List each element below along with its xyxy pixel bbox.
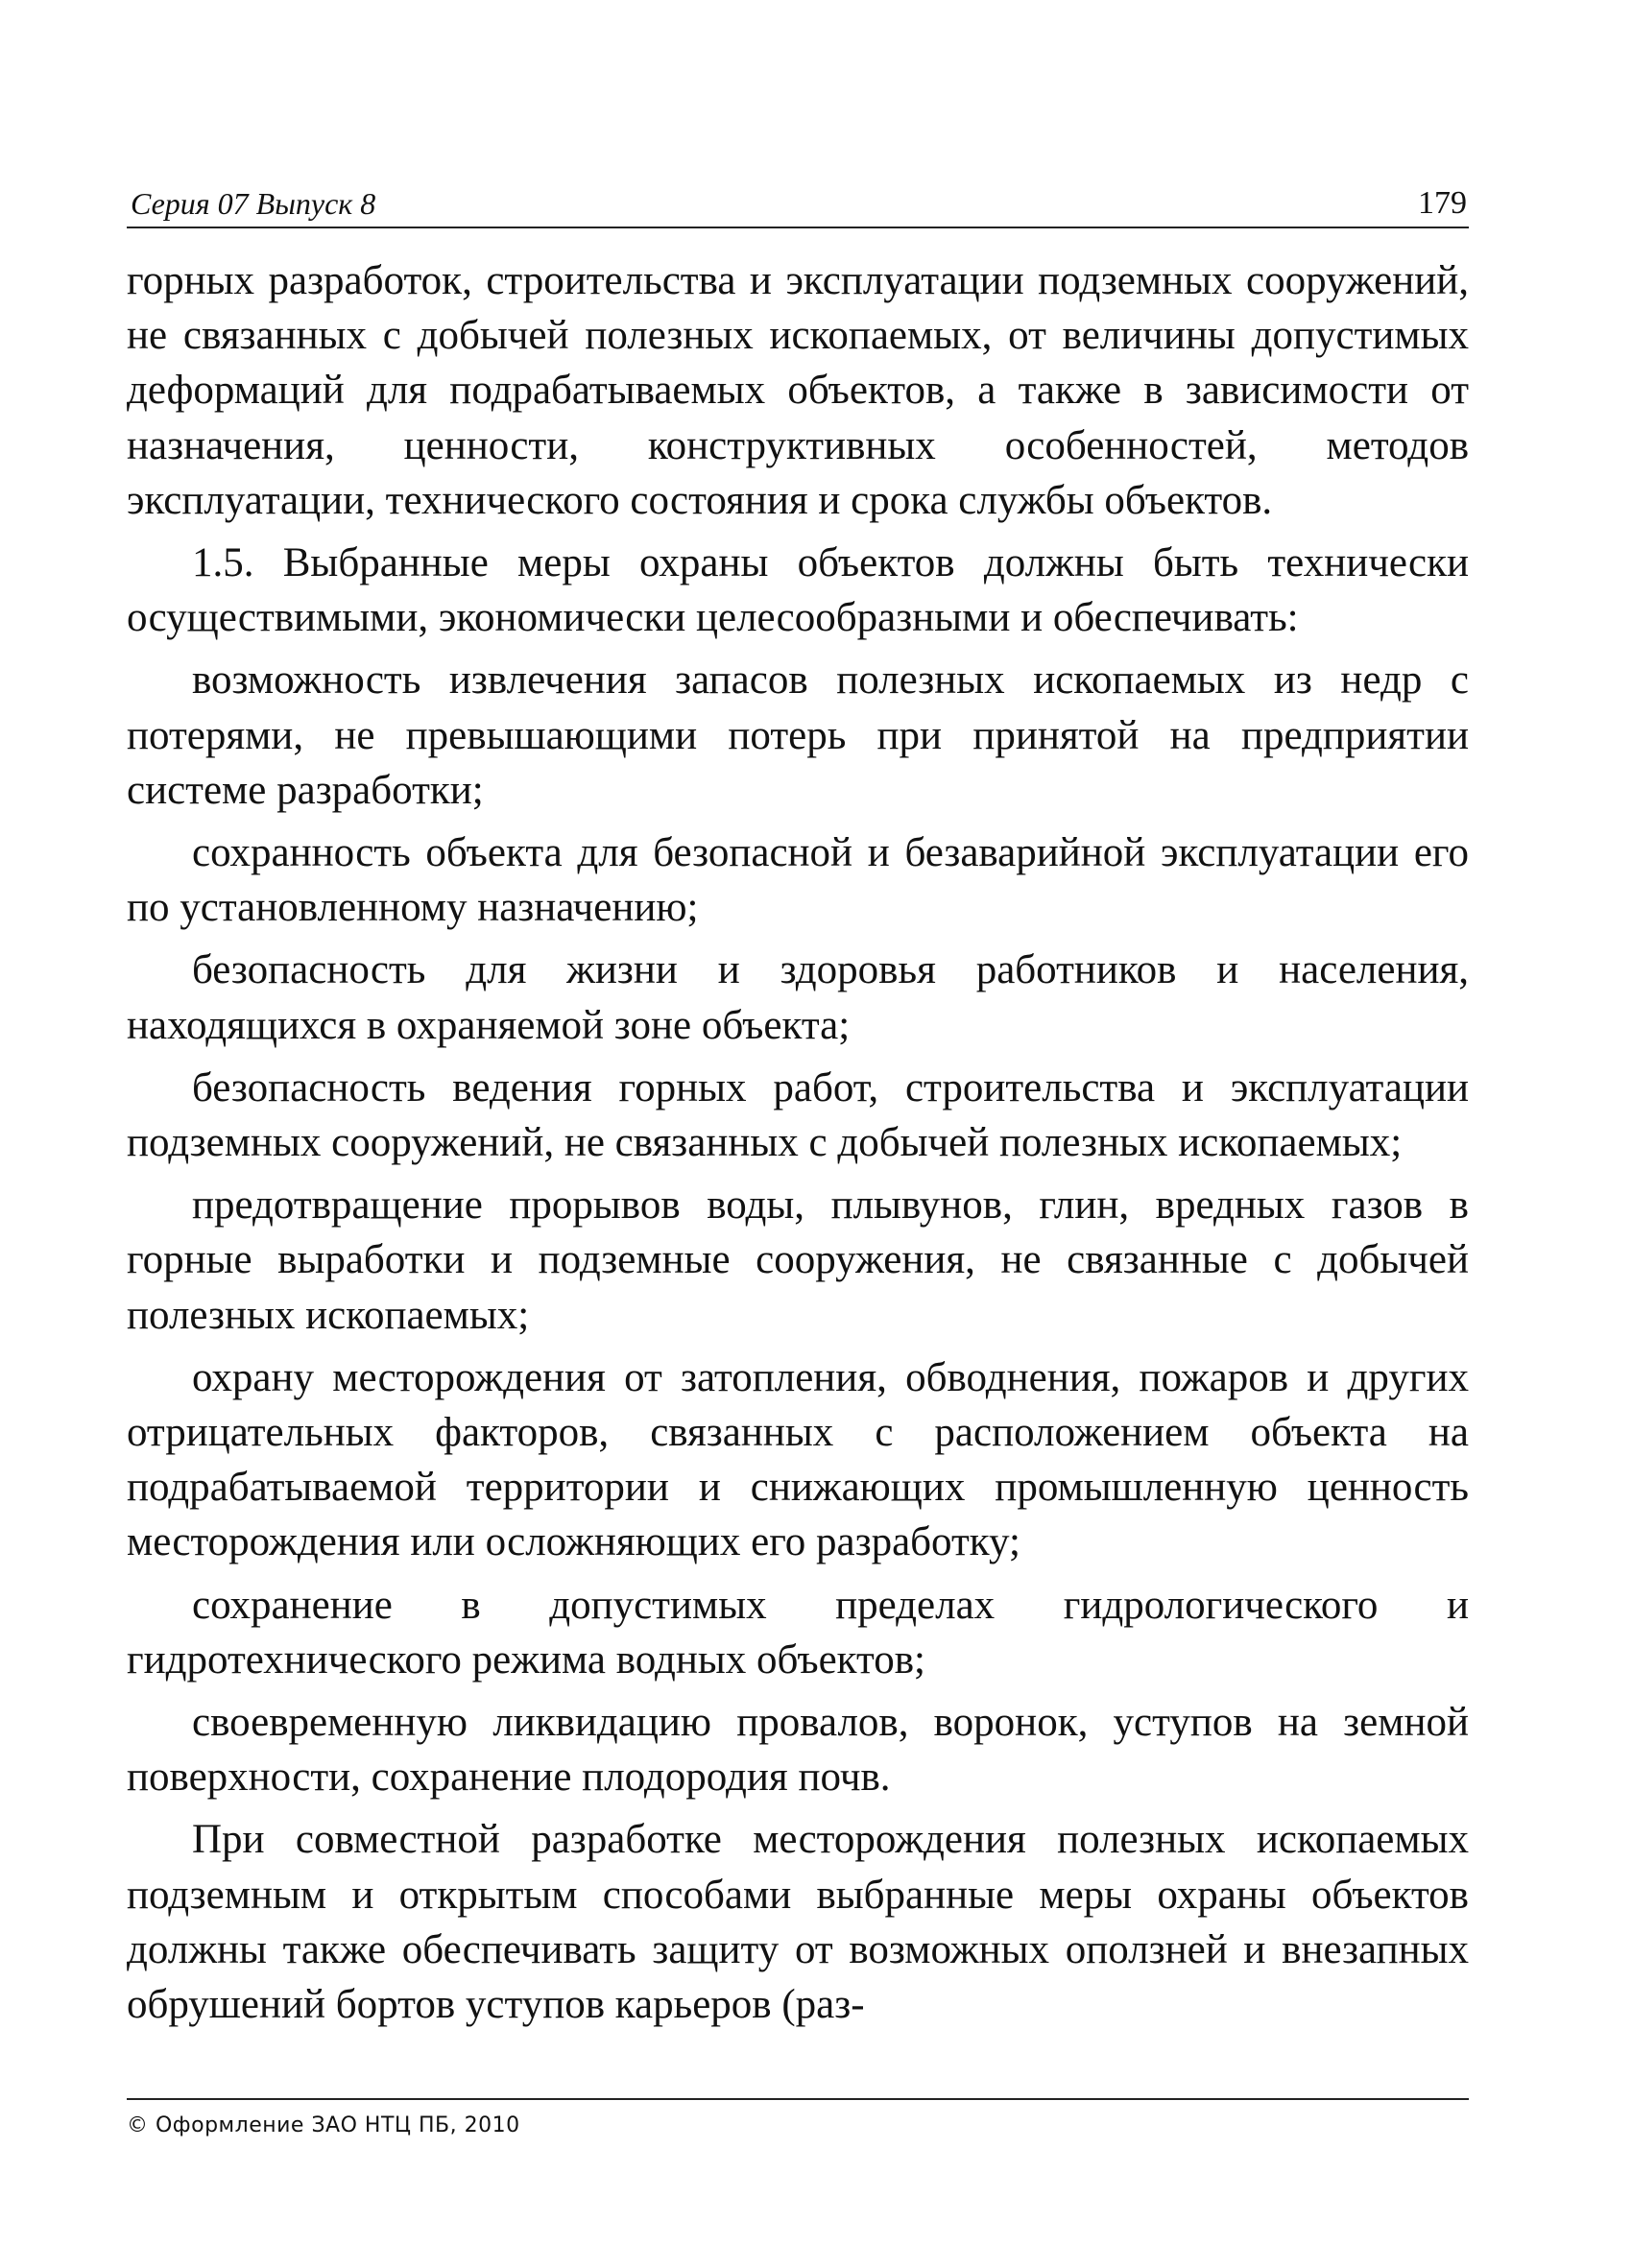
paragraph: горных разработок, строительства и эксплуатации подземных сооружений, не связанных с добычей полезных ископаемых, от величины допустимых деформаций для подрабатываемых объектов, а также в зависимости от назначения, ценности, конструктивных особенностей, методов эксплуатации, технического состояния и срока службы объектов.: [127, 258, 1469, 523]
body-text: [127, 253, 1469, 2032]
paragraph: При совместной разработке месторождения полезных ископаемых подземным и открытым способами выбранные меры охраны объектов должны также обеспечивать защиту от возможных оползней и внезапных обрушений бортов уступов карьеров (раз-: [127, 1817, 1469, 2028]
paragraph: 1.5. Выбранные меры охраны объектов должны быть технически осуществимыми, экономически целесообразными и обеспечивать:: [127, 540, 1469, 641]
list-item: сохранение в допустимых пределах гидрологического и гидротехнического режима водных объектов;: [127, 1582, 1469, 1683]
list-item: безопасность для жизни и здоровья работников и населения, находящихся в охраняемой зоне объекта;: [127, 947, 1469, 1048]
copyright-notice: © Оформление ЗАО НТЦ ПБ, 2010: [127, 2113, 520, 2137]
list-item: своевременную ликвидацию провалов, воронок, уступов на земной поверхности, сохранение плодородия почв.: [127, 1700, 1469, 1801]
list-item: возможность извлечения запасов полезных ископаемых из недр с потерями, не превышающими потерь при принятой на предприятии системе разработки;: [127, 657, 1469, 813]
list-item: сохранность объекта для безопасной и безаварийной эксплуатации его по установленному назначению;: [127, 830, 1469, 931]
running-head: [127, 184, 1469, 228]
list-item: безопасность ведения горных работ, строительства и эксплуатации подземных сооружений, не связанных с добычей полезных ископаемых;: [127, 1064, 1469, 1166]
document-page: [127, 0, 1469, 2268]
list-item: охрану месторождения от затопления, обводнения, пожаров и других отрицательных факторов, связанных с расположением объекта на подрабатываемой территории и снижающих промышленную ценность месторождения или осложняющих его разработку;: [127, 1354, 1469, 1565]
footer: [127, 2098, 1469, 2140]
series-title: Серия 07 Выпуск 8: [131, 186, 376, 221]
list-item: предотвращение прорывов воды, плывунов, глин, вредных газов в горные выработки и подземные сооружения, не связанные с добычей полезных ископаемых;: [127, 1182, 1469, 1338]
page-number: 179: [1418, 185, 1467, 221]
